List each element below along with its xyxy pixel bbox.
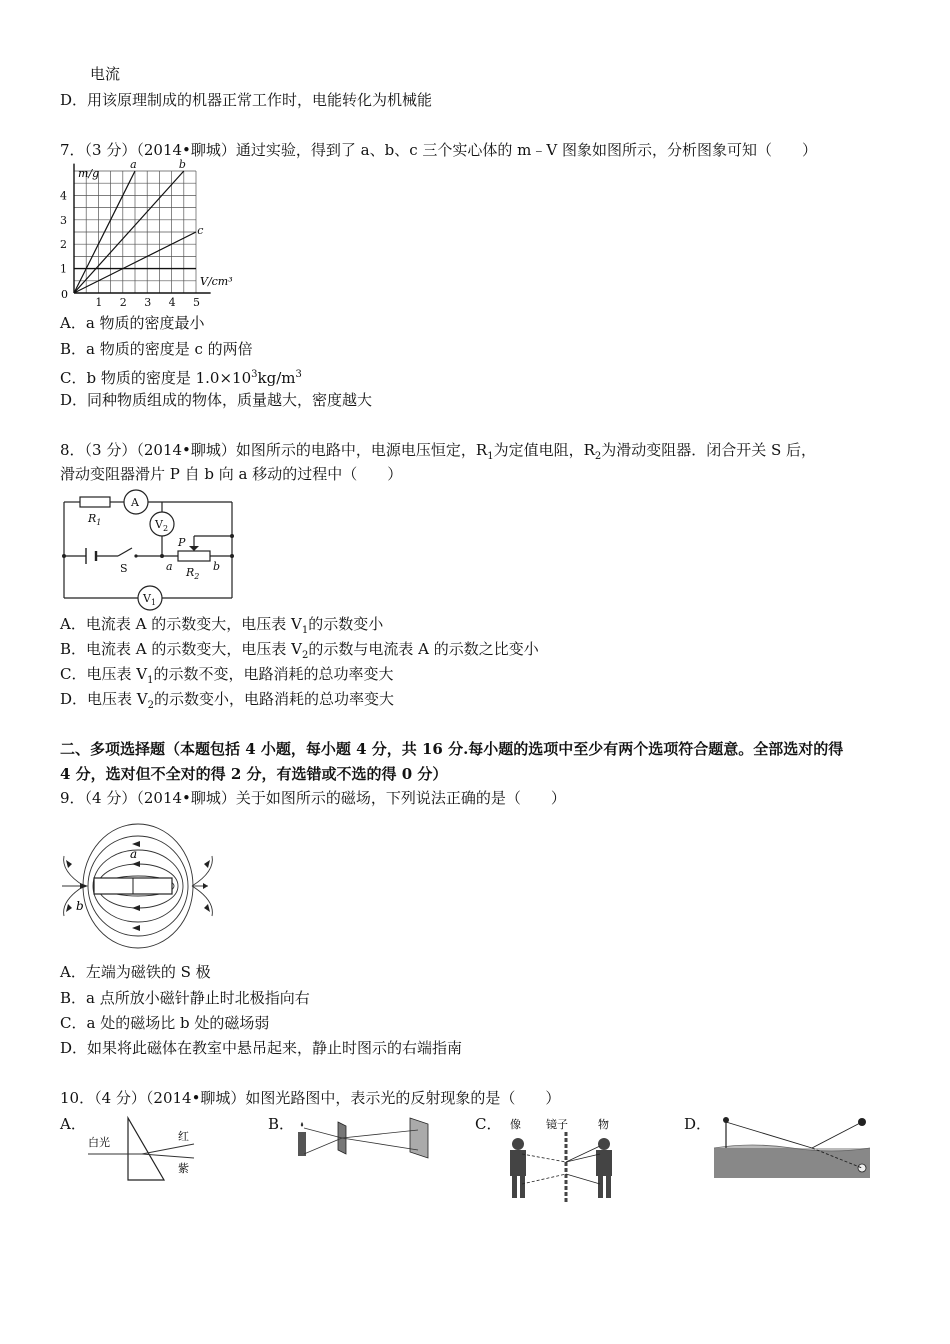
- r1-resistor-symbol: [80, 497, 110, 507]
- q7-option-a: A．a 物质的密度最小: [60, 314, 205, 332]
- point-a-label: a: [166, 560, 173, 573]
- q8-option-c: C．电压表 $V_1$的示数不变，电路消耗的总功率变大: [60, 665, 394, 686]
- q10-figure-a-prism: [86, 1114, 206, 1184]
- q7-ylabel: m/g: [78, 167, 100, 180]
- q7-ytick-label: 2: [60, 238, 67, 252]
- q7-xtick-label: 4: [168, 296, 176, 309]
- point-b-label: b: [213, 560, 221, 573]
- q10-stem: 10．（4 分）（2014•聊城）如图光路图中，表示光的反射现象的是（ ）: [60, 1089, 561, 1107]
- q10-option-d-label: D．: [684, 1115, 712, 1133]
- image-point-icon: [858, 1164, 866, 1172]
- section2-heading-line2: 4 分，选对但不全对的得 2 分，有选错或不选的得 0 分）: [60, 765, 448, 783]
- q7-xtick-label: 2: [119, 296, 127, 309]
- q10-figure-c-mirror: [500, 1114, 625, 1206]
- q7-mv-chart: [58, 158, 238, 313]
- v2-label: $V_2$: [155, 518, 169, 533]
- water-body: [714, 1148, 870, 1178]
- q8-stem-line1: 8．（3 分）（2014•聊城）如图所示的电路中，电源电压恒定，$R_1$为定值电阻，$R_2$为滑动变阻器．闭合开关 S 后，: [60, 441, 817, 462]
- object-label: 物: [598, 1118, 609, 1131]
- r2-rheostat-symbol: [178, 551, 210, 561]
- q7-ytick-label: 1: [60, 262, 67, 276]
- q7-origin: 0: [61, 288, 68, 301]
- q7-line-a-label: a: [130, 158, 137, 171]
- q10-option-b-label: B．: [268, 1115, 295, 1133]
- red-light-label: 红: [178, 1130, 189, 1143]
- q7-grid: [74, 171, 196, 293]
- r1-label: $R_1$: [88, 512, 102, 527]
- mirror-label: 镜子: [546, 1118, 568, 1131]
- slider-p-label: P: [178, 536, 186, 549]
- q9-option-d: D．如果将此磁体在教室中悬吊起来，静止时图示的右端指南: [60, 1039, 463, 1057]
- q9-magnetic-field-figure: [58, 818, 218, 953]
- q8-circuit-diagram: [58, 490, 243, 612]
- r2-label: $R_2$: [186, 566, 200, 581]
- candle-icon: [298, 1132, 306, 1156]
- q9-point-b: b: [76, 899, 84, 913]
- q7-xlabel: V/cm³: [200, 275, 233, 288]
- q7-option-c: C．b 物质的密度是 $1.0\times 10^3kg/m^3$: [60, 369, 302, 387]
- v1-label: $V_1$: [143, 592, 157, 607]
- q8-option-a: A．电流表 A 的示数变大，电压表 $V_1$的示数变小: [60, 615, 384, 636]
- slider-arrow-icon: [189, 546, 199, 551]
- q7-ytick-label: 4: [60, 189, 67, 203]
- q7-xtick-label: 5: [193, 296, 200, 309]
- q10-option-c-label: C．: [475, 1115, 502, 1133]
- q7-option-d: D．同种物质组成的物体，质量越大，密度越大: [60, 391, 373, 409]
- q9-stem: 9．（4 分）（2014•聊城）关于如图所示的磁场，下列说法正确的是（ ）: [60, 789, 566, 807]
- screen-board: [410, 1118, 428, 1158]
- ammeter-label: A: [131, 496, 139, 509]
- q9-option-b: B．a 点所放小磁针静止时北极指向右: [60, 989, 310, 1007]
- switch-label: S: [120, 562, 128, 575]
- section2-heading-line1: 二、多项选择题（本题包括 4 小题，每小题 4 分，共 16 分.每小题的选项中至少有两个选项符合题意。全部选对的得: [60, 740, 844, 758]
- q7-option-b: B．a 物质的密度是 c 的两倍: [60, 340, 253, 358]
- q7-xtick-label: 1: [95, 296, 103, 309]
- white-light-label: 白光: [88, 1136, 110, 1149]
- q9-option-c: C．a 处的磁场比 b 处的磁场弱: [60, 1014, 270, 1032]
- q9-point-a: a: [130, 847, 138, 861]
- q10-figure-d-water: [712, 1114, 872, 1182]
- q9-option-a: A．左端为磁铁的 S 极: [60, 963, 211, 981]
- purple-light-label: 紫: [178, 1162, 189, 1175]
- q10-option-a-label: A．: [60, 1115, 86, 1133]
- prev-option-d: D．用该原理制成的机器正常工作时，电能转化为机械能: [60, 91, 433, 109]
- q10-figure-b-pinhole: [294, 1114, 439, 1164]
- q7-line-b-label: b: [178, 158, 186, 171]
- q8-option-b: B．电流表 A 的示数变大，电压表 $V_2$的示数与电流表 A 的示数之比变小: [60, 640, 539, 661]
- prev-continuation: 电流: [90, 65, 121, 83]
- image-label: 像: [510, 1118, 521, 1131]
- q7-xtick-label: 3: [144, 296, 152, 309]
- q8-stem-line2: 滑动变阻器滑片 P 自 b 向 a 移动的过程中（ ）: [60, 465, 403, 483]
- q7-stem: 7．（3 分）（2014•聊城）通过实验，得到了 a、b、c 三个实心体的 m﹣V 图象如图所示，分析图象可知（ ）: [60, 141, 817, 159]
- q7-line-c-label: c: [197, 224, 204, 237]
- q7-ytick-label: 3: [60, 213, 67, 227]
- q8-option-d: D．电压表 $V_2$的示数变小，电路消耗的总功率变大: [60, 690, 395, 711]
